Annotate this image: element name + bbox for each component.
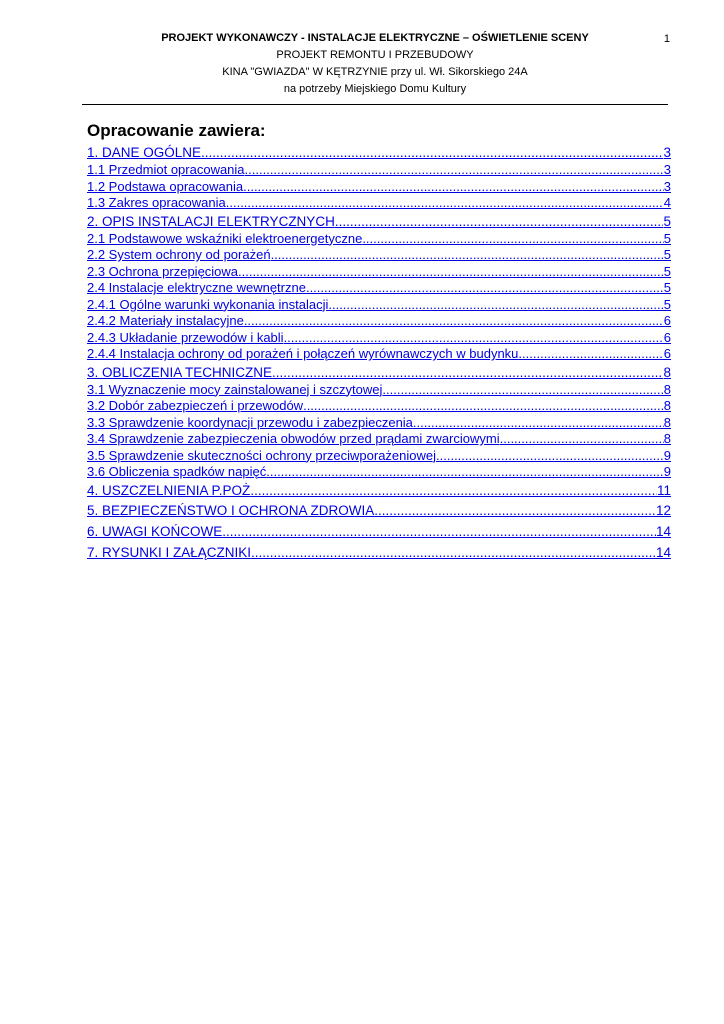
toc-leader-dots [284, 330, 664, 347]
toc-leader-dots [436, 448, 664, 465]
toc-entry[interactable] [87, 521, 671, 542]
toc-entry-label: 3. OBLICZENIA TECHNICZNE [87, 364, 273, 380]
header-line-building: KINA "GWIAZDA" W KĘTRZYNIE przy ul. Wł. Sikorskiego 24A [222, 66, 528, 78]
toc-leader-dots [245, 162, 664, 179]
toc-entry-label: 3.4 Sprawdzenie zabezpieczenia obwodów przed prądami zwarciowymi [87, 431, 500, 446]
toc-entry-page: 9 [663, 464, 671, 479]
toc-entry-page: 8 [663, 364, 671, 380]
toc-leader-dots [518, 346, 663, 363]
toc-heading: Opracowanie zawiera: [87, 121, 266, 140]
toc-entry-page: 3 [663, 178, 671, 194]
toc-entry-label: 2.2 System ochrony od porażeń [87, 247, 271, 262]
toc-entry-label: 2.4.3 Układanie przewodów i kabli [87, 329, 284, 345]
toc-leader-dots [244, 313, 664, 330]
toc-entry[interactable] [87, 542, 671, 563]
toc-entry-page: 4 [663, 195, 671, 210]
toc-entry[interactable] [87, 415, 671, 432]
toc-entry-page: 3 [663, 162, 671, 177]
toc-leader-dots [335, 212, 664, 231]
toc-entry-label: 2.3 Ochrona przepięciowa [87, 263, 239, 279]
toc-entry[interactable] [87, 247, 671, 264]
toc-entry[interactable] [87, 313, 671, 330]
toc-entry-page: 5 [663, 247, 671, 262]
toc-entry-page: 14 [655, 523, 671, 539]
toc-entry[interactable] [87, 143, 671, 162]
toc-entry[interactable] [87, 346, 671, 363]
toc-entry[interactable] [87, 330, 671, 347]
toc-entry-page: 8 [663, 431, 671, 446]
toc-entry-label: 3.1 Wyznaczenie mocy zainstalowanej i szczytowej [87, 381, 383, 397]
toc-entry-label: 2. OPIS INSTALACJI ELEKTRYCZNYCH [87, 213, 335, 229]
page-number: 1 [663, 33, 670, 45]
toc-leader-dots [251, 542, 656, 563]
toc-entry-label: 7. RYSUNKI I ZAŁĄCZNIKI [87, 544, 252, 560]
toc-entry-page: 12 [655, 502, 671, 518]
toc-leader-dots [413, 415, 664, 432]
toc-entry[interactable] [87, 231, 671, 248]
toc-entry-page: 5 [663, 213, 671, 229]
toc-leader-dots [306, 280, 664, 297]
toc-leader-dots [500, 431, 664, 448]
toc-leader-dots [303, 398, 664, 415]
toc-entry-page: 5 [663, 263, 671, 279]
toc-leader-dots [226, 195, 664, 212]
toc-leader-dots [243, 179, 664, 196]
page-header [82, 30, 668, 98]
toc-entry-label: 4. USZCZELNIENIA P.POŻ [87, 482, 251, 498]
table-of-contents [87, 143, 671, 563]
toc-leader-dots [201, 143, 663, 162]
toc-entry[interactable] [87, 179, 671, 196]
toc-entry-page: 3 [663, 145, 671, 160]
toc-entry-page: 5 [663, 280, 671, 295]
toc-entry-page: 11 [656, 482, 671, 498]
toc-entry[interactable] [87, 500, 671, 521]
toc-entry-page: 6 [663, 313, 671, 328]
toc-entry-page: 6 [663, 329, 671, 345]
toc-leader-dots [266, 464, 664, 481]
toc-entry[interactable] [87, 398, 671, 415]
toc-entry-label: 2.4.4 Instalacja ochrony od porażeń i połączeń wyrównawczych w budynku [87, 346, 519, 361]
toc-entry-page: 5 [663, 296, 671, 312]
toc-entry-page: 6 [663, 346, 671, 361]
toc-entry[interactable] [87, 297, 671, 314]
toc-entry[interactable] [87, 464, 671, 481]
toc-leader-dots [362, 231, 663, 248]
toc-leader-dots [272, 363, 663, 382]
document-title: PROJEKT WYKONAWCZY - INSTALACJE ELEKTRYCZNE – OŚWIETLENIE SCENY [161, 32, 589, 44]
toc-entry-label: 2.4 Instalacje elektryczne wewnętrzne [87, 280, 306, 295]
toc-leader-dots [250, 481, 657, 500]
toc-leader-dots [328, 297, 663, 314]
toc-entry-label: 3.5 Sprawdzenie skuteczności ochrony przeciwporażeniowej [87, 447, 437, 463]
toc-entry-label: 3.2 Dobór zabezpieczeń i przewodów [87, 398, 304, 413]
toc-entry-page: 9 [663, 447, 671, 463]
header-line-client: na potrzeby Miejskiego Domu Kultury [283, 83, 467, 95]
toc-entry-label: 2.4.2 Materiały instalacyjne [87, 313, 244, 328]
toc-leader-dots [382, 382, 663, 399]
toc-leader-dots [222, 521, 656, 542]
toc-entry[interactable] [87, 195, 671, 212]
toc-entry-label: 5. BEZPIECZEŃSTWO I OCHRONA ZDROWIA [87, 502, 375, 518]
toc-entry-page: 8 [663, 398, 671, 413]
toc-entry[interactable] [87, 431, 671, 448]
toc-entry[interactable] [87, 382, 671, 399]
toc-entry-label: 6. UWAGI KOŃCOWE [87, 523, 223, 539]
toc-leader-dots [238, 264, 664, 281]
toc-entry-label: 3.6 Obliczenia spadków napięć [87, 464, 267, 479]
toc-entry-label: 1.3 Zakres opracowania [87, 195, 226, 210]
toc-entry[interactable] [87, 264, 671, 281]
toc-entry-page: 14 [655, 544, 671, 560]
toc-entry-page: 8 [663, 414, 671, 430]
toc-entry-label: 1.1 Przedmiot opracowania [87, 162, 245, 177]
toc-leader-dots [374, 500, 656, 521]
toc-entry[interactable] [87, 481, 671, 500]
toc-entry-page: 5 [663, 230, 671, 246]
toc-entry[interactable] [87, 280, 671, 297]
header-divider [82, 104, 668, 105]
toc-entry-label: 3.3 Sprawdzenie koordynacji przewodu i zabezpieczenia [87, 414, 413, 430]
toc-entry-page: 8 [663, 381, 671, 397]
toc-entry[interactable] [87, 162, 671, 179]
toc-entry[interactable] [87, 212, 671, 231]
toc-entry[interactable] [87, 448, 671, 465]
toc-entry[interactable] [87, 363, 671, 382]
header-line-project: PROJEKT REMONTU I PRZEBUDOWY [276, 49, 474, 61]
toc-entry-label: 2.4.1 Ogólne warunki wykonania instalacji [87, 296, 329, 312]
toc-entry-label: 1.2 Podstawa opracowania [87, 178, 244, 194]
toc-entry-label: 1. DANE OGÓLNE [87, 145, 202, 160]
toc-entry-label: 2.1 Podstawowe wskaźniki elektroenergetyczne [87, 230, 363, 246]
toc-leader-dots [271, 247, 664, 264]
